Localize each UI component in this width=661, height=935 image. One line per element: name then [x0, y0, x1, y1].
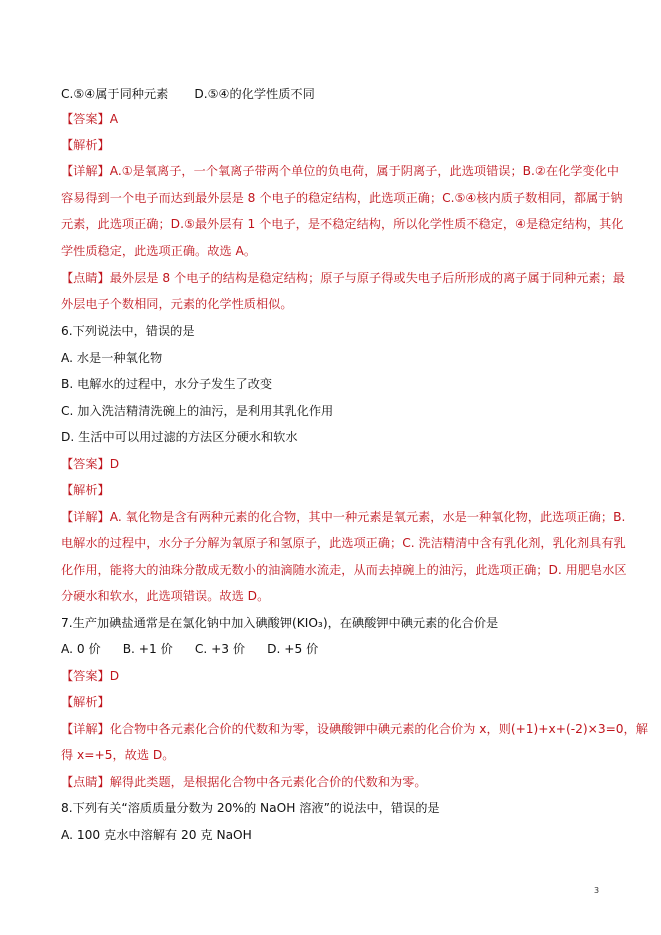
q6-analysis-label: 【解析】	[61, 483, 110, 497]
q5-options-cd	[61, 86, 606, 102]
q7-tip: 【点睛】解得此类题，是根据化合物中各元素化合价的代数和为零。	[61, 775, 427, 789]
q6-option-a: A. 水是一种氧化物	[61, 351, 163, 365]
q7-option-b: B. +1 价	[122, 642, 173, 656]
q7-stem: 7.生产加碘盐通常是在氯化钠中加入碘酸钾(KIO₃)，在碘酸钾中碘元素的化合价是	[61, 616, 499, 630]
q6-detail-line: 化作用，能将大的油珠分散成无数小的油滴随水流走，从而去掉碗上的油污，此选项正确；D. 用肥皂水区	[61, 563, 627, 577]
q5-option-c: C.⑤④属于同种元素	[61, 87, 169, 101]
q5-detail-line: 容易得到一个电子而达到最外层是 8 个电子的稳定结构，此选项正确；C.⑤④核内质子数相同，都属于钠	[61, 191, 623, 205]
q6-answer: 【答案】D	[61, 457, 120, 471]
q6-detail-line: 【详解】A. 氧化物是含有两种元素的化合物，其中一种元素是氧元素，水是一种氧化物，此选项正确；B.	[61, 510, 626, 524]
q5-detail-line: 元素，此选项正确；D.⑤最外层有 1 个电子，是不稳定结构，所以化学性质不稳定，④是稳定结构，其化	[61, 217, 624, 231]
q7-detail-line: 得 x=+5，故选 D。	[61, 748, 175, 762]
q7-option-c: C. +3 价	[194, 642, 246, 656]
q5-answer: 【答案】A	[61, 112, 119, 126]
q5-detail-line: 学性质稳定，此选项正确。故选 A。	[61, 244, 257, 258]
q6-stem: 6.下列说法中，错误的是	[61, 324, 195, 338]
q5-option-d: D.⑤④的化学性质不同	[194, 87, 315, 101]
q6-option-d: D. 生活中可以用过滤的方法区分硬水和软水	[61, 430, 298, 444]
q5-tip-line: 外层电子个数相同，元素的化学性质相似。	[61, 297, 293, 311]
q6-option-c: C. 加入洗洁精清洗碗上的油污，是利用其乳化作用	[61, 404, 334, 418]
q8-stem: 8.下列有关“溶质质量分数为 20%的 NaOH 溶液”的说法中，错误的是	[61, 801, 440, 815]
q5-analysis-label: 【解析】	[61, 138, 110, 152]
q7-answer: 【答案】D	[61, 669, 120, 683]
q5-tip-line: 【点睛】最外层是 8 个电子的结构是稳定结构；原子与原子得或失电子后所形成的离子属于同种元素；最	[61, 271, 625, 285]
q7-option-a: A. 0 价	[61, 642, 101, 656]
q6-detail-line: 电解水的过程中，水分子分解为氧原子和氢原子，此选项正确；C. 洗洁精清中含有乳化剂，乳化剂具有乳	[61, 536, 626, 550]
q5-detail-line: 【详解】A.①是氧离子，一个氧离子带两个单位的负电荷，属于阴离子，此选项错误；B.②在化学变化中	[61, 164, 619, 178]
q7-detail-line: 【详解】化合物中各元素化合价的代数和为零，设碘酸钾中碘元素的化合价为 x，则(+1)+x+(-2)×3=0，解	[61, 722, 648, 736]
q6-option-b: B. 电解水的过程中，水分子发生了改变	[61, 377, 273, 391]
q7-analysis-label: 【解析】	[61, 695, 110, 709]
q6-detail-line: 分硬水和软水，此选项错误。故选 D。	[61, 589, 270, 603]
q7-option-d: D. +5 价	[267, 642, 319, 656]
page-number: 3	[594, 886, 600, 895]
q7-options	[61, 641, 606, 657]
q8-option-a: A. 100 克水中溶解有 20 克 NaOH	[61, 828, 252, 842]
